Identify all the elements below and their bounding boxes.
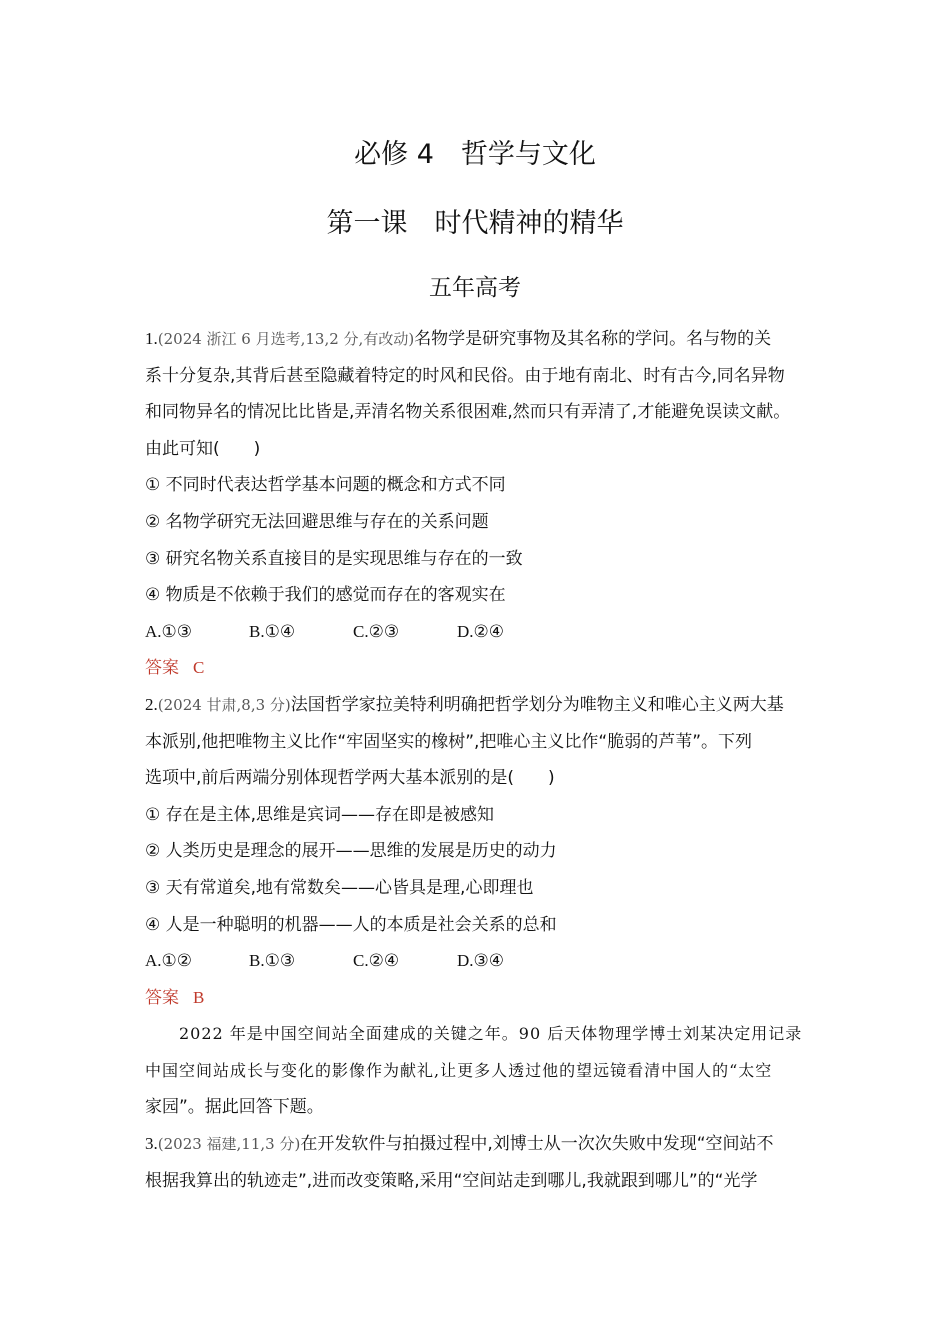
q1-number: 1. [145,329,158,348]
q1-option-d: D.②④ [457,621,505,641]
q1-option-c: C.②③ [353,621,400,641]
q2-option-d: D.③④ [457,951,505,971]
q2-stem-line: 本派别,他把唯物主义比作“牢固坚实的橡树”,把唯心主义比作“脆弱的芦苇”。下列 [145,731,753,752]
q3-stem-line: 根据我算出的轨迹走”,进而改变策略,采用“空间站走到哪儿,我就跟到哪儿”的“光学 [145,1170,758,1191]
q3-stem-text: 在开发软件与拍摄过程中,刘博士从一次次失败中发现“空间站不 [300,1134,774,1155]
material-line: 2022 年是中国空间站全面建成的关键之年。90 后天体物理学博士刘某决定用记录 [179,1024,803,1044]
q1-stem-line: 由此可知( ) [145,438,261,459]
q2-options [145,943,810,980]
q2-stem-line: 选项中,前后两端分别体现哲学两大基本派别的是( ) [145,768,555,789]
q2-source: (2024 甘肃,8,3 分) [157,695,291,714]
q1-item: ① 不同时代表达哲学基本问题的概念和方式不同 [145,475,506,496]
q1-stem-line: 和同物异名的情况比比皆是,弄清名物关系很困难,然而只有弄清了,才能避免误读文献。 [145,402,791,423]
q1-option-b: B.①④ [249,621,296,641]
q1-stem-line: 系十分复杂,其背后甚至隐藏着特定的时风和民俗。由于地有南北、时有古今,同名异物 [145,365,785,386]
q2-answer [145,980,810,1017]
q2-answer-value: B [193,987,205,1007]
module-title: 必修 4 哲学与文化 [354,139,596,170]
q1-answer [145,650,810,687]
q1-item: ② 名物学研究无法回避思维与存在的关系问题 [145,511,489,532]
q3-number: 3. [145,1134,158,1154]
q1-stem-text: 名物学是研究事物及其名称的学问。名与物的关 [414,329,772,349]
q2-stem-line [145,687,810,724]
q2-item: ① 存在是主体,思维是宾词——存在即是被感知 [145,804,495,825]
q2-answer-label: 答案 [145,987,179,1008]
q2-number: 2. [145,694,158,714]
q2-item: ③ 天有常道矣,地有常数矣——心皆具是理,心即理也 [145,877,534,898]
lesson-title: 第一课 时代精神的精华 [326,208,624,239]
q1-options [145,614,810,651]
material-line: 中国空间站成长与变化的影像作为献礼,让更多人透过他的望远镜看清中国人的“太空 [145,1060,773,1080]
q1-item: ③ 研究名物关系直接目的是实现思维与存在的一致 [145,548,523,569]
q1-option-a: A.①③ [145,621,193,641]
q1-stem-line [145,321,810,358]
q1-item: ④ 物质是不依赖于我们的感觉而存在的客观实在 [145,585,506,606]
q2-option-c: C.②④ [353,951,400,971]
q1-answer-label: 答案 [145,658,179,679]
q2-item: ④ 人是一种聪明的机器——人的本质是社会关系的总和 [145,914,557,935]
material-line: 家园”。据此回答下题。 [145,1097,324,1118]
q2-option-a: A.①② [145,951,193,971]
q2-option-b: B.①③ [249,951,296,971]
q3-stem-line [145,1126,810,1163]
q3-source: (2023 福建,11,3 分) [157,1135,301,1154]
section-title: 五年高考 [429,275,521,301]
q2-stem-text: 法国哲学家拉美特利明确把哲学划分为唯物主义和唯心主义两大基 [290,694,784,715]
q1-source: (2024 浙江 6 月选考,13,2 分,有改动) [157,330,415,348]
q1-answer-value: C [193,658,205,678]
q2-item: ② 人类历史是理念的展开——思维的发展是历史的动力 [145,841,557,862]
question-content [145,321,810,1199]
